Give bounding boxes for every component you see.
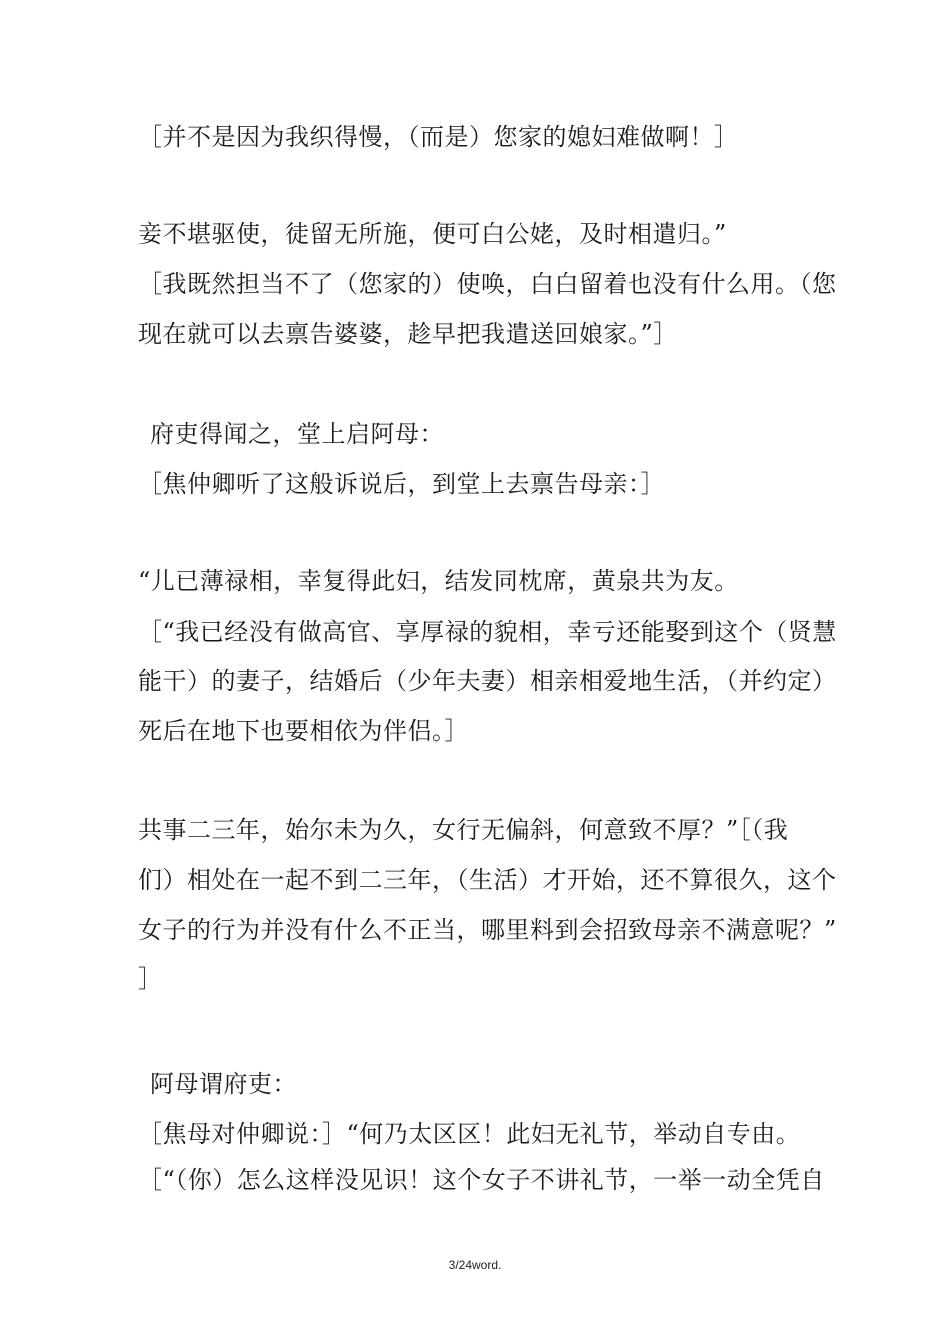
paragraph-line: 现在就可以去禀告婆婆，趁早把我遣送回娘家。”］ [138, 320, 678, 348]
paragraph-line: ］ [138, 965, 163, 993]
paragraph-line: ［我既然担当不了（您家的）使唤，白白留着也没有什么用。（您 [138, 270, 837, 298]
paragraph-line: 府吏得闻之，堂上启阿母： [150, 420, 444, 448]
paragraph-line: 死后在地下也要相依为伴侣。］ [138, 717, 469, 745]
paragraph-line: 女子的行为并没有什么不正当，哪里料到会招致母亲不满意呢？” [138, 916, 837, 944]
paragraph-line: “儿已薄禄相，幸复得此妇，结发同枕席，黄泉共为友。 [138, 567, 739, 595]
paragraph-line: ［焦母对仲卿说：］“何乃太区区！此妇无礼节，举动自专由。 [138, 1120, 801, 1148]
paragraph-line: ［“我已经没有做高官、享厚禄的貌相，幸亏还能娶到这个（贤慧 [138, 618, 837, 646]
paragraph-line: 共事二三年，始尔未为久，女行无偏斜，何意致不厚？”［（我 [138, 816, 789, 844]
paragraph-line: ［焦仲卿听了这般诉说后，到堂上去禀告母亲：］ [138, 470, 665, 498]
page-number: 3/24word. [448, 1258, 502, 1272]
paragraph-line: 妾不堪驱使，徒留无所施，便可白公姥，及时相遣归。” [138, 220, 727, 248]
paragraph-line: 阿母谓府吏： [150, 1070, 297, 1098]
paragraph-line: 能干）的妻子，结婚后（少年夫妻）相亲相爱地生活，（并约定） [138, 667, 837, 695]
paragraph-line: ［并不是因为我织得慢，（而是）您家的媳妇难做啊！］ [138, 123, 739, 151]
paragraph-line: ［“（你）怎么这样没见识！这个女子不讲礼节，一举一动全凭自 [138, 1166, 825, 1194]
paragraph-line: 们）相处在一起不到二三年，（生活）才开始，还不算很久，这个 [138, 866, 837, 894]
